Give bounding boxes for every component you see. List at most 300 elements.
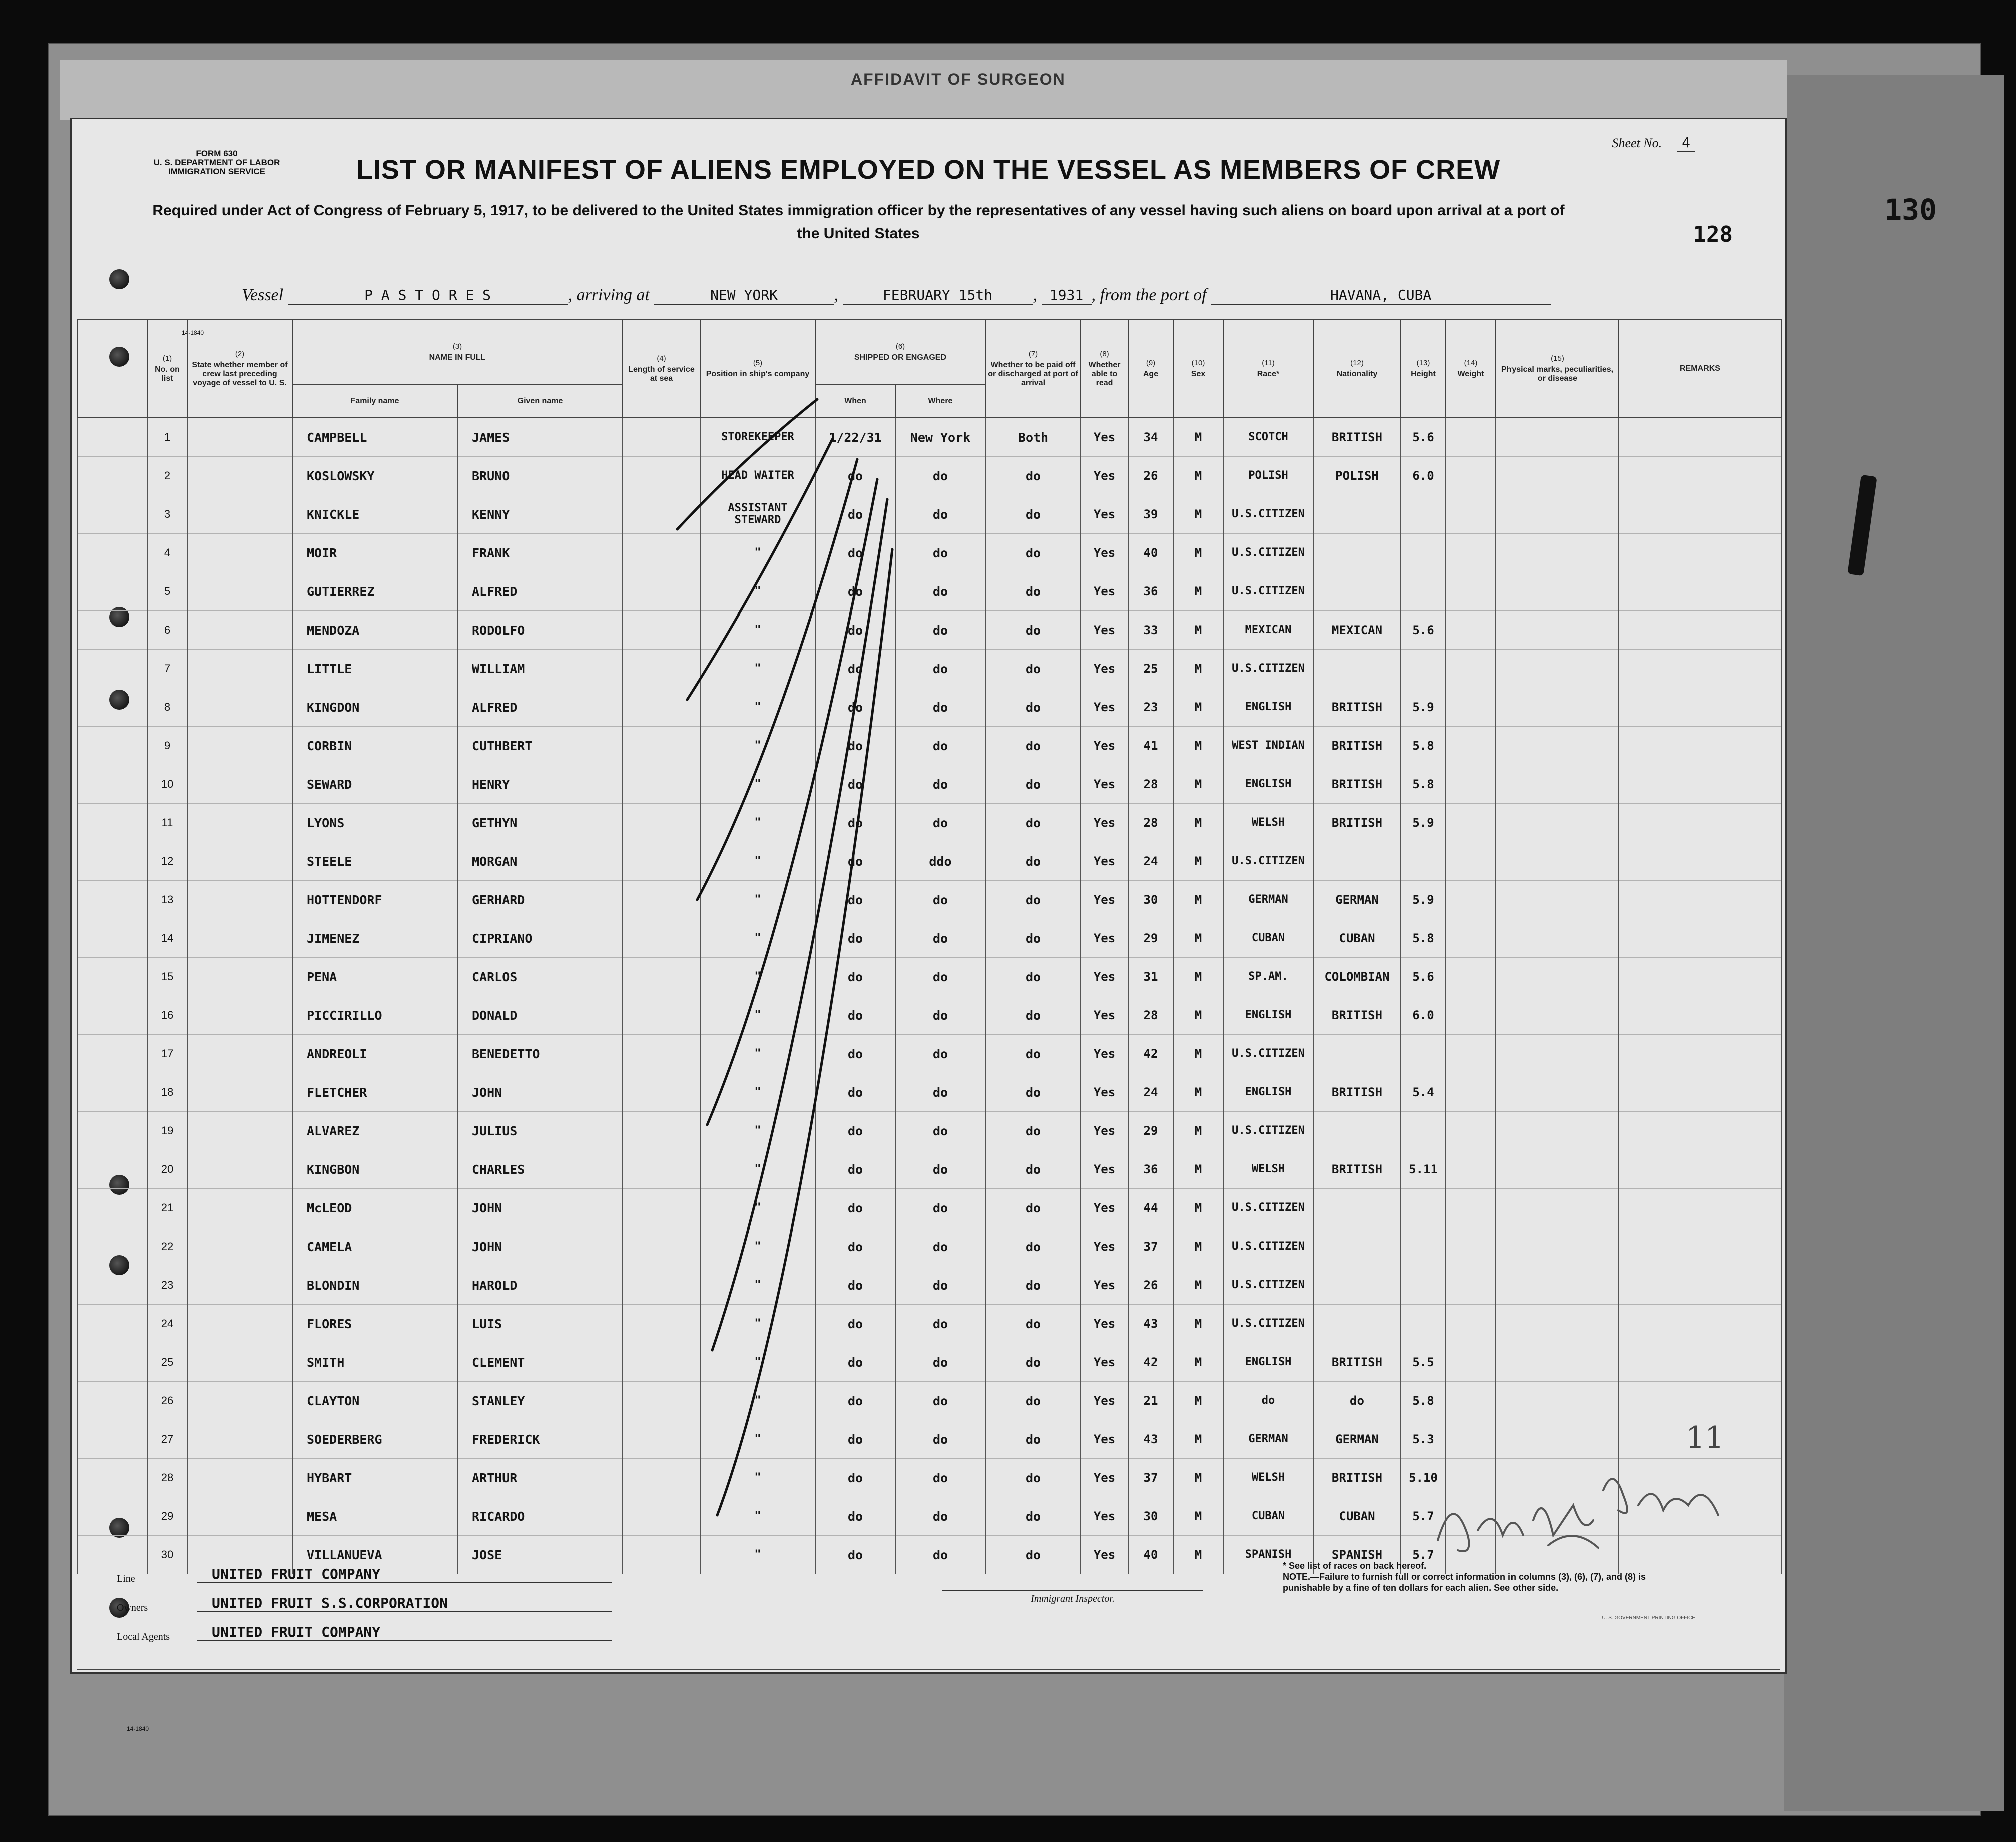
cell-when: do bbox=[815, 1073, 895, 1112]
cell-age: 33 bbox=[1128, 611, 1173, 650]
table-row bbox=[77, 765, 1781, 804]
cell-race: ENGLISH bbox=[1223, 996, 1313, 1035]
cell-given-name: MORGAN bbox=[457, 842, 623, 881]
cell-sex: M bbox=[1173, 1497, 1223, 1536]
folded-top-strip bbox=[60, 60, 1787, 120]
cell-nationality: SPANISH bbox=[1313, 1536, 1401, 1574]
cell-previous-voyage bbox=[187, 1227, 292, 1266]
cell-height: 5.6 bbox=[1401, 958, 1446, 996]
cell-length-service bbox=[623, 1266, 700, 1305]
cell-when: do bbox=[815, 1112, 895, 1150]
col-header-given-name: Given name bbox=[457, 385, 623, 418]
cell-physical-marks bbox=[1496, 1497, 1619, 1536]
cell-nationality: CUBAN bbox=[1313, 919, 1401, 958]
table-row bbox=[77, 1073, 1781, 1112]
cell-weight bbox=[1446, 457, 1496, 495]
cell-age: 34 bbox=[1128, 418, 1173, 457]
cell-sex: M bbox=[1173, 842, 1223, 881]
margin-cell bbox=[77, 881, 147, 919]
cell-paid-off: do bbox=[985, 457, 1081, 495]
cell-physical-marks bbox=[1496, 1382, 1619, 1420]
cell-sex: M bbox=[1173, 1305, 1223, 1343]
cell-remarks bbox=[1619, 1112, 1781, 1150]
cell-paid-off: do bbox=[985, 1150, 1081, 1189]
cell-remarks bbox=[1619, 919, 1781, 958]
cell-paid-off: do bbox=[985, 1227, 1081, 1266]
cell-remarks bbox=[1619, 1382, 1781, 1420]
cell-no: 13 bbox=[147, 881, 187, 919]
cell-age: 39 bbox=[1128, 495, 1173, 534]
cell-age: 43 bbox=[1128, 1305, 1173, 1343]
cell-weight bbox=[1446, 1343, 1496, 1382]
cell-given-name: RODOLFO bbox=[457, 611, 623, 650]
cell-weight bbox=[1446, 572, 1496, 611]
cell-weight bbox=[1446, 804, 1496, 842]
cell-race: MEXICAN bbox=[1223, 611, 1313, 650]
cell-weight bbox=[1446, 1189, 1496, 1227]
cell-length-service bbox=[623, 650, 700, 688]
side-page-number: 130 bbox=[1884, 193, 1937, 227]
cell-nationality bbox=[1313, 1035, 1401, 1073]
cell-position: " bbox=[700, 765, 815, 804]
cell-height bbox=[1401, 1035, 1446, 1073]
cell-paid-off: do bbox=[985, 1189, 1081, 1227]
cell-no: 5 bbox=[147, 572, 187, 611]
table-row bbox=[77, 1035, 1781, 1073]
cell-no: 25 bbox=[147, 1343, 187, 1382]
table-row bbox=[77, 727, 1781, 765]
cell-physical-marks bbox=[1496, 727, 1619, 765]
cell-remarks bbox=[1619, 1035, 1781, 1073]
cell-where: do bbox=[895, 495, 985, 534]
cell-paid-off: do bbox=[985, 1343, 1081, 1382]
cell-family-name: KINGDON bbox=[292, 688, 457, 727]
cell-nationality bbox=[1313, 495, 1401, 534]
cell-when: do bbox=[815, 688, 895, 727]
cell-height: 5.9 bbox=[1401, 881, 1446, 919]
cell-nationality: COLOMBIAN bbox=[1313, 958, 1401, 996]
cell-sex: M bbox=[1173, 765, 1223, 804]
cell-read: Yes bbox=[1081, 418, 1128, 457]
arriving-label: , arriving at bbox=[568, 286, 650, 304]
cell-nationality: CUBAN bbox=[1313, 1497, 1401, 1536]
cell-height: 5.8 bbox=[1401, 1382, 1446, 1420]
cell-nationality: BRITISH bbox=[1313, 688, 1401, 727]
cell-paid-off: do bbox=[985, 842, 1081, 881]
table-row bbox=[77, 457, 1781, 495]
cell-previous-voyage bbox=[187, 650, 292, 688]
cell-position: ASSISTANT STEWARD bbox=[700, 495, 815, 534]
cell-previous-voyage bbox=[187, 1035, 292, 1073]
cell-age: 28 bbox=[1128, 765, 1173, 804]
cell-race: POLISH bbox=[1223, 457, 1313, 495]
col-header-physical-marks: (15) Physical marks, peculiarities, or disease bbox=[1496, 320, 1619, 418]
cell-when: do bbox=[815, 996, 895, 1035]
cell-sex: M bbox=[1173, 495, 1223, 534]
cell-previous-voyage bbox=[187, 572, 292, 611]
cell-nationality bbox=[1313, 1227, 1401, 1266]
cell-read: Yes bbox=[1081, 881, 1128, 919]
cell-weight bbox=[1446, 727, 1496, 765]
cell-weight bbox=[1446, 881, 1496, 919]
cell-physical-marks bbox=[1496, 495, 1619, 534]
cell-read: Yes bbox=[1081, 804, 1128, 842]
cell-when: 1/22/31 bbox=[815, 418, 895, 457]
departure-port: HAVANA, CUBA bbox=[1211, 287, 1551, 305]
cell-position: " bbox=[700, 1189, 815, 1227]
crew-manifest-table bbox=[77, 319, 1782, 1574]
cell-given-name: JOHN bbox=[457, 1073, 623, 1112]
cell-where: New York bbox=[895, 418, 985, 457]
cell-read: Yes bbox=[1081, 1150, 1128, 1189]
cell-read: Yes bbox=[1081, 958, 1128, 996]
cell-read: Yes bbox=[1081, 765, 1128, 804]
cell-when: do bbox=[815, 572, 895, 611]
cell-read: Yes bbox=[1081, 572, 1128, 611]
punch-hole bbox=[109, 269, 129, 289]
cell-previous-voyage bbox=[187, 1343, 292, 1382]
cell-age: 26 bbox=[1128, 1266, 1173, 1305]
cell-given-name: LUIS bbox=[457, 1305, 623, 1343]
cell-when: do bbox=[815, 1459, 895, 1497]
cell-position: " bbox=[700, 804, 815, 842]
cell-no: 28 bbox=[147, 1459, 187, 1497]
cell-age: 36 bbox=[1128, 1150, 1173, 1189]
service-name: IMMIGRATION SERVICE bbox=[168, 167, 265, 176]
vessel-name: P A S T O R E S bbox=[288, 287, 568, 305]
cell-race: ENGLISH bbox=[1223, 765, 1313, 804]
cell-where: do bbox=[895, 1227, 985, 1266]
cell-family-name: McLEOD bbox=[292, 1189, 457, 1227]
col-header-remarks: REMARKS bbox=[1619, 320, 1781, 418]
cell-family-name: ANDREOLI bbox=[292, 1035, 457, 1073]
cell-where: do bbox=[895, 1073, 985, 1112]
cell-length-service bbox=[623, 1305, 700, 1343]
cell-weight bbox=[1446, 1035, 1496, 1073]
cell-read: Yes bbox=[1081, 650, 1128, 688]
document-title: LIST OR MANIFEST OF ALIENS EMPLOYED ON THE VESSEL AS MEMBERS OF CREW bbox=[356, 155, 1501, 185]
cell-length-service bbox=[623, 842, 700, 881]
cell-previous-voyage bbox=[187, 1189, 292, 1227]
cell-physical-marks bbox=[1496, 1189, 1619, 1227]
margin-cell bbox=[77, 1266, 147, 1305]
cell-race: ENGLISH bbox=[1223, 1073, 1313, 1112]
cell-position: " bbox=[700, 611, 815, 650]
cell-family-name: FLETCHER bbox=[292, 1073, 457, 1112]
sheet-label: Sheet No. bbox=[1612, 136, 1662, 150]
cell-race: CUBAN bbox=[1223, 919, 1313, 958]
cell-previous-voyage bbox=[187, 919, 292, 958]
cell-when: do bbox=[815, 1227, 895, 1266]
cell-nationality: BRITISH bbox=[1313, 996, 1401, 1035]
cell-family-name: JIMENEZ bbox=[292, 919, 457, 958]
cell-remarks bbox=[1619, 1189, 1781, 1227]
cell-position: " bbox=[700, 688, 815, 727]
col-header-when: When bbox=[815, 385, 895, 418]
cell-length-service bbox=[623, 1497, 700, 1536]
adjacent-sheet bbox=[1784, 75, 2004, 1811]
cell-age: 42 bbox=[1128, 1035, 1173, 1073]
cell-physical-marks bbox=[1496, 1150, 1619, 1189]
cell-sex: M bbox=[1173, 688, 1223, 727]
cell-family-name: STEELE bbox=[292, 842, 457, 881]
cell-race: WELSH bbox=[1223, 1150, 1313, 1189]
cell-when: do bbox=[815, 611, 895, 650]
cell-position: " bbox=[700, 1459, 815, 1497]
cell-age: 24 bbox=[1128, 842, 1173, 881]
cell-race: GERMAN bbox=[1223, 881, 1313, 919]
cell-read: Yes bbox=[1081, 842, 1128, 881]
cell-weight bbox=[1446, 1420, 1496, 1459]
cell-sex: M bbox=[1173, 958, 1223, 996]
table-row bbox=[77, 842, 1781, 881]
cell-position: " bbox=[700, 1420, 815, 1459]
table-row bbox=[77, 996, 1781, 1035]
col-header-family-name: Family name bbox=[292, 385, 457, 418]
cell-paid-off: do bbox=[985, 1112, 1081, 1150]
cell-where: do bbox=[895, 572, 985, 611]
cell-weight bbox=[1446, 842, 1496, 881]
cell-height: 5.7 bbox=[1401, 1536, 1446, 1574]
cell-family-name: HYBART bbox=[292, 1459, 457, 1497]
margin-cell bbox=[77, 958, 147, 996]
cell-given-name: BENEDETTO bbox=[457, 1035, 623, 1073]
cell-previous-voyage bbox=[187, 958, 292, 996]
cell-nationality: do bbox=[1313, 1382, 1401, 1420]
cell-no: 8 bbox=[147, 688, 187, 727]
vessel-line: Vessel P A S T O R E S , arriving at NEW YORK , FEBRUARY 15th , 1931 , from the port of HAVANA, CUBA bbox=[242, 286, 1693, 305]
cell-no: 7 bbox=[147, 650, 187, 688]
cell-sex: M bbox=[1173, 650, 1223, 688]
cell-position: " bbox=[700, 1266, 815, 1305]
margin-cell bbox=[77, 919, 147, 958]
cell-age: 37 bbox=[1128, 1459, 1173, 1497]
cell-age: 30 bbox=[1128, 881, 1173, 919]
cell-where: do bbox=[895, 958, 985, 996]
cell-nationality: BRITISH bbox=[1313, 1343, 1401, 1382]
cell-family-name: PICCIRILLO bbox=[292, 996, 457, 1035]
col-header-paid-off: (7) Whether to be paid off or discharged at port of arrival bbox=[985, 320, 1081, 418]
margin-cell bbox=[77, 1035, 147, 1073]
cell-position: " bbox=[700, 572, 815, 611]
margin-cell bbox=[77, 1459, 147, 1497]
cell-family-name: CLAYTON bbox=[292, 1382, 457, 1420]
cell-height: 5.7 bbox=[1401, 1497, 1446, 1536]
cell-family-name: KNICKLE bbox=[292, 495, 457, 534]
cell-physical-marks bbox=[1496, 572, 1619, 611]
cell-remarks bbox=[1619, 727, 1781, 765]
cell-nationality bbox=[1313, 534, 1401, 572]
cell-when: do bbox=[815, 727, 895, 765]
cell-remarks bbox=[1619, 688, 1781, 727]
cell-physical-marks bbox=[1496, 958, 1619, 996]
footer-owner-block bbox=[117, 1563, 617, 1650]
cell-weight bbox=[1446, 765, 1496, 804]
vessel-label: Vessel bbox=[242, 286, 284, 304]
cell-remarks bbox=[1619, 611, 1781, 650]
cell-read: Yes bbox=[1081, 1459, 1128, 1497]
cell-previous-voyage bbox=[187, 996, 292, 1035]
cell-where: do bbox=[895, 1382, 985, 1420]
cell-remarks bbox=[1619, 418, 1781, 457]
cell-previous-voyage bbox=[187, 611, 292, 650]
cell-age: 24 bbox=[1128, 1073, 1173, 1112]
cell-race: CUBAN bbox=[1223, 1497, 1313, 1536]
cell-remarks bbox=[1619, 572, 1781, 611]
table-row bbox=[77, 1150, 1781, 1189]
cell-remarks bbox=[1619, 1227, 1781, 1266]
cell-physical-marks bbox=[1496, 1035, 1619, 1073]
line-row bbox=[117, 1563, 617, 1592]
cell-weight bbox=[1446, 1227, 1496, 1266]
col-header-where: Where bbox=[895, 385, 985, 418]
manifest-page bbox=[70, 118, 1787, 1732]
cell-weight bbox=[1446, 1073, 1496, 1112]
cell-given-name: FREDERICK bbox=[457, 1420, 623, 1459]
table-row bbox=[77, 958, 1781, 996]
agents-value: UNITED FRUIT COMPANY bbox=[197, 1624, 612, 1641]
cell-weight bbox=[1446, 1382, 1496, 1420]
cell-no: 10 bbox=[147, 765, 187, 804]
cell-race: ENGLISH bbox=[1223, 688, 1313, 727]
cell-where: do bbox=[895, 1266, 985, 1305]
cell-physical-marks bbox=[1496, 881, 1619, 919]
cell-position: HEAD WAITER bbox=[700, 457, 815, 495]
cell-family-name: KOSLOWSKY bbox=[292, 457, 457, 495]
cell-paid-off: do bbox=[985, 958, 1081, 996]
cell-remarks bbox=[1619, 1150, 1781, 1189]
cell-given-name: CARLOS bbox=[457, 958, 623, 996]
cell-height: 5.5 bbox=[1401, 1343, 1446, 1382]
cell-length-service bbox=[623, 1150, 700, 1189]
margin-cell bbox=[77, 1420, 147, 1459]
cell-previous-voyage bbox=[187, 881, 292, 919]
table-row bbox=[77, 650, 1781, 688]
cell-family-name: GUTIERREZ bbox=[292, 572, 457, 611]
cell-paid-off: do bbox=[985, 534, 1081, 572]
cell-previous-voyage bbox=[187, 1150, 292, 1189]
cell-nationality bbox=[1313, 842, 1401, 881]
margin-cell bbox=[77, 996, 147, 1035]
cell-height: 5.9 bbox=[1401, 688, 1446, 727]
table-row bbox=[77, 1112, 1781, 1150]
cell-height bbox=[1401, 1227, 1446, 1266]
table-row bbox=[77, 1459, 1781, 1497]
cell-nationality: BRITISH bbox=[1313, 1073, 1401, 1112]
cell-physical-marks bbox=[1496, 1343, 1619, 1382]
cell-when: do bbox=[815, 1536, 895, 1574]
cell-when: do bbox=[815, 919, 895, 958]
cell-age: 23 bbox=[1128, 688, 1173, 727]
cell-race: ENGLISH bbox=[1223, 1343, 1313, 1382]
cell-sex: M bbox=[1173, 1266, 1223, 1305]
cell-family-name: BLONDIN bbox=[292, 1266, 457, 1305]
col-header-sex: (10) Sex bbox=[1173, 320, 1223, 418]
cell-length-service bbox=[623, 727, 700, 765]
cell-where: do bbox=[895, 688, 985, 727]
cell-where: do bbox=[895, 1343, 985, 1382]
cell-position: " bbox=[700, 650, 815, 688]
cell-physical-marks bbox=[1496, 1073, 1619, 1112]
cell-no: 17 bbox=[147, 1035, 187, 1073]
cell-paid-off: do bbox=[985, 572, 1081, 611]
agents-label: Local Agents bbox=[117, 1631, 170, 1642]
cell-length-service bbox=[623, 919, 700, 958]
cell-length-service bbox=[623, 1420, 700, 1459]
cell-length-service bbox=[623, 1073, 700, 1112]
cell-previous-voyage bbox=[187, 1305, 292, 1343]
cell-physical-marks bbox=[1496, 1420, 1619, 1459]
cell-length-service bbox=[623, 572, 700, 611]
margin-cell bbox=[77, 495, 147, 534]
cell-read: Yes bbox=[1081, 457, 1128, 495]
cell-race: U.S.CITIZEN bbox=[1223, 1112, 1313, 1150]
cell-remarks bbox=[1619, 881, 1781, 919]
cell-length-service bbox=[623, 1227, 700, 1266]
cell-family-name: CORBIN bbox=[292, 727, 457, 765]
cell-physical-marks bbox=[1496, 650, 1619, 688]
cell-nationality bbox=[1313, 1112, 1401, 1150]
cell-sex: M bbox=[1173, 611, 1223, 650]
cell-read: Yes bbox=[1081, 1382, 1128, 1420]
table-row bbox=[77, 1420, 1781, 1459]
cell-given-name: ALFRED bbox=[457, 688, 623, 727]
cell-length-service bbox=[623, 457, 700, 495]
col-header-height: (13) Height bbox=[1401, 320, 1446, 418]
cell-race: U.S.CITIZEN bbox=[1223, 572, 1313, 611]
cell-height bbox=[1401, 1266, 1446, 1305]
table-row bbox=[77, 804, 1781, 842]
cell-race: WELSH bbox=[1223, 804, 1313, 842]
cell-physical-marks bbox=[1496, 996, 1619, 1035]
cell-paid-off: do bbox=[985, 1035, 1081, 1073]
cell-previous-voyage bbox=[187, 1266, 292, 1305]
margin-cell bbox=[77, 765, 147, 804]
cell-sex: M bbox=[1173, 1112, 1223, 1150]
form-code-bottom: 14-1840 bbox=[127, 1725, 149, 1732]
cell-position: " bbox=[700, 1343, 815, 1382]
cell-nationality: BRITISH bbox=[1313, 727, 1401, 765]
cell-family-name: MENDOZA bbox=[292, 611, 457, 650]
cell-sex: M bbox=[1173, 1343, 1223, 1382]
cell-physical-marks bbox=[1496, 1112, 1619, 1150]
cell-position: " bbox=[700, 1227, 815, 1266]
affidavit-caption: AFFIDAVIT OF SURGEON bbox=[851, 70, 1066, 88]
col-header-race: (11) Race* bbox=[1223, 320, 1313, 418]
cell-nationality: MEXICAN bbox=[1313, 611, 1401, 650]
cell-when: do bbox=[815, 495, 895, 534]
cell-remarks bbox=[1619, 650, 1781, 688]
sheet-value: 4 bbox=[1677, 134, 1695, 152]
cell-previous-voyage bbox=[187, 765, 292, 804]
margin-cell bbox=[77, 842, 147, 881]
cell-no: 30 bbox=[147, 1536, 187, 1574]
cell-remarks bbox=[1619, 842, 1781, 881]
cell-sex: M bbox=[1173, 457, 1223, 495]
cell-position: " bbox=[700, 1035, 815, 1073]
margin-column-header bbox=[77, 320, 147, 418]
cell-height: 5.8 bbox=[1401, 727, 1446, 765]
margin-cell bbox=[77, 1497, 147, 1536]
margin-cell bbox=[77, 418, 147, 457]
margin-cell bbox=[77, 688, 147, 727]
cell-remarks bbox=[1619, 1305, 1781, 1343]
cell-length-service bbox=[623, 418, 700, 457]
remarks-handwritten-mark: 11 bbox=[1686, 1420, 1724, 1455]
cell-sex: M bbox=[1173, 1227, 1223, 1266]
margin-cell bbox=[77, 1150, 147, 1189]
cell-height: 5.8 bbox=[1401, 765, 1446, 804]
